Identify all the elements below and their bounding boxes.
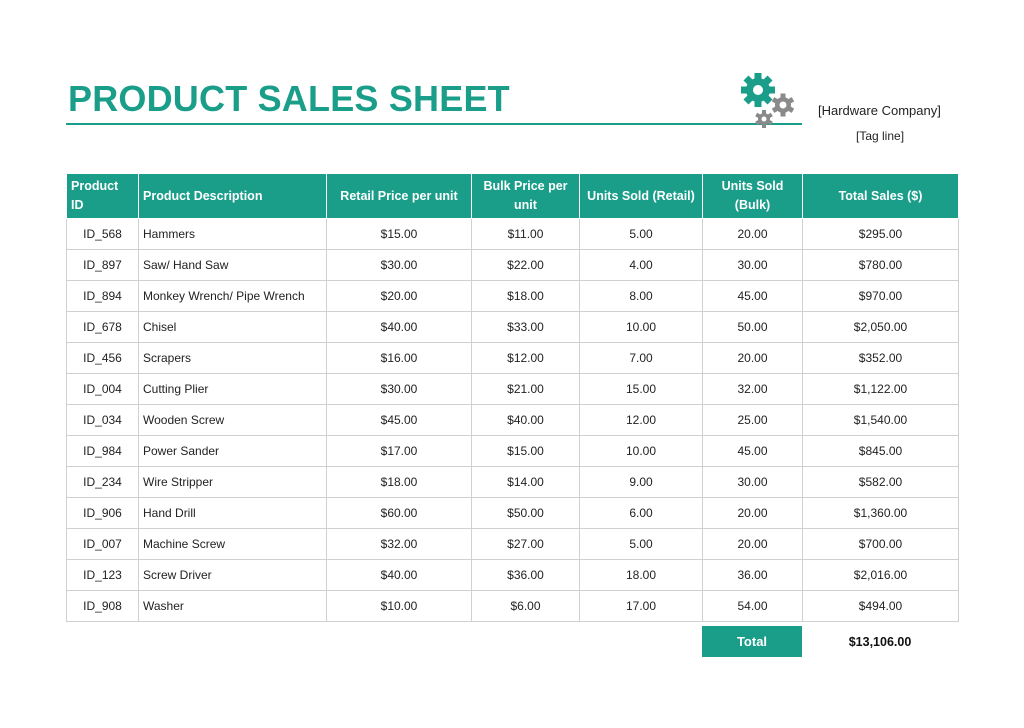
cell-retail-price: $30.00 bbox=[327, 250, 472, 281]
cell-units-bulk: 45.00 bbox=[703, 436, 803, 467]
cell-retail-price: $40.00 bbox=[327, 560, 472, 591]
cell-units-bulk: 32.00 bbox=[703, 374, 803, 405]
cell-product-description: Monkey Wrench/ Pipe Wrench bbox=[139, 281, 327, 312]
cell-units-bulk: 45.00 bbox=[703, 281, 803, 312]
cell-bulk-price: $50.00 bbox=[472, 498, 580, 529]
column-header-bulk-price: Bulk Price per unit bbox=[472, 174, 580, 219]
column-header-retail-price: Retail Price per unit bbox=[327, 174, 472, 219]
cell-product-description: Hammers bbox=[139, 219, 327, 250]
cell-product-description: Chisel bbox=[139, 312, 327, 343]
cell-product-description: Scrapers bbox=[139, 343, 327, 374]
cell-total-sales: $700.00 bbox=[803, 529, 959, 560]
cell-units-bulk: 20.00 bbox=[703, 529, 803, 560]
cell-product-id: ID_984 bbox=[67, 436, 139, 467]
cell-bulk-price: $12.00 bbox=[472, 343, 580, 374]
cell-retail-price: $17.00 bbox=[327, 436, 472, 467]
cell-units-retail: 4.00 bbox=[580, 250, 703, 281]
gears-icon bbox=[740, 72, 800, 130]
table-row bbox=[67, 343, 959, 374]
cell-bulk-price: $18.00 bbox=[472, 281, 580, 312]
cell-units-bulk: 30.00 bbox=[703, 250, 803, 281]
cell-bulk-price: $22.00 bbox=[472, 250, 580, 281]
cell-product-id: ID_234 bbox=[67, 467, 139, 498]
cell-units-retail: 8.00 bbox=[580, 281, 703, 312]
cell-product-id: ID_568 bbox=[67, 219, 139, 250]
page-title: PRODUCT SALES SHEET bbox=[68, 78, 510, 119]
cell-product-description: Washer bbox=[139, 591, 327, 622]
cell-bulk-price: $21.00 bbox=[472, 374, 580, 405]
cell-product-description: Power Sander bbox=[139, 436, 327, 467]
total-label: Total bbox=[702, 626, 802, 657]
cell-units-retail: 5.00 bbox=[580, 529, 703, 560]
cell-total-sales: $845.00 bbox=[803, 436, 959, 467]
cell-units-bulk: 36.00 bbox=[703, 560, 803, 591]
cell-product-description: Cutting Plier bbox=[139, 374, 327, 405]
cell-product-description: Machine Screw bbox=[139, 529, 327, 560]
small-gear-icon bbox=[755, 110, 773, 128]
large-gear-icon bbox=[741, 73, 775, 107]
table-row bbox=[67, 529, 959, 560]
cell-product-id: ID_678 bbox=[67, 312, 139, 343]
cell-product-id: ID_004 bbox=[67, 374, 139, 405]
cell-retail-price: $15.00 bbox=[327, 219, 472, 250]
cell-product-id: ID_897 bbox=[67, 250, 139, 281]
cell-total-sales: $2,050.00 bbox=[803, 312, 959, 343]
table-row bbox=[67, 405, 959, 436]
column-header-product-id: Product ID bbox=[67, 174, 139, 219]
cell-retail-price: $60.00 bbox=[327, 498, 472, 529]
cell-product-id: ID_123 bbox=[67, 560, 139, 591]
cell-units-retail: 6.00 bbox=[580, 498, 703, 529]
cell-product-id: ID_456 bbox=[67, 343, 139, 374]
cell-total-sales: $582.00 bbox=[803, 467, 959, 498]
cell-product-description: Wooden Screw bbox=[139, 405, 327, 436]
sales-table bbox=[66, 173, 959, 622]
cell-units-bulk: 30.00 bbox=[703, 467, 803, 498]
company-name: [Hardware Company] bbox=[818, 103, 941, 118]
cell-bulk-price: $40.00 bbox=[472, 405, 580, 436]
cell-units-bulk: 50.00 bbox=[703, 312, 803, 343]
cell-product-id: ID_007 bbox=[67, 529, 139, 560]
cell-retail-price: $40.00 bbox=[327, 312, 472, 343]
cell-total-sales: $352.00 bbox=[803, 343, 959, 374]
cell-units-retail: 17.00 bbox=[580, 591, 703, 622]
cell-total-sales: $1,122.00 bbox=[803, 374, 959, 405]
cell-product-id: ID_908 bbox=[67, 591, 139, 622]
table-row bbox=[67, 281, 959, 312]
sales-table-body bbox=[67, 219, 959, 622]
column-header-total-sales: Total Sales ($) bbox=[803, 174, 959, 219]
cell-total-sales: $295.00 bbox=[803, 219, 959, 250]
cell-bulk-price: $33.00 bbox=[472, 312, 580, 343]
column-header-product-description: Product Description bbox=[139, 174, 327, 219]
cell-product-id: ID_906 bbox=[67, 498, 139, 529]
table-row bbox=[67, 467, 959, 498]
table-row bbox=[67, 250, 959, 281]
cell-bulk-price: $27.00 bbox=[472, 529, 580, 560]
column-header-units-bulk: Units Sold (Bulk) bbox=[703, 174, 803, 219]
title-underline bbox=[66, 123, 802, 125]
cell-retail-price: $16.00 bbox=[327, 343, 472, 374]
cell-product-id: ID_034 bbox=[67, 405, 139, 436]
cell-units-retail: 5.00 bbox=[580, 219, 703, 250]
cell-units-retail: 12.00 bbox=[580, 405, 703, 436]
cell-units-retail: 10.00 bbox=[580, 436, 703, 467]
cell-retail-price: $20.00 bbox=[327, 281, 472, 312]
cell-total-sales: $494.00 bbox=[803, 591, 959, 622]
total-value: $13,106.00 bbox=[848, 634, 912, 649]
cell-units-bulk: 20.00 bbox=[703, 219, 803, 250]
cell-retail-price: $45.00 bbox=[327, 405, 472, 436]
cell-bulk-price: $15.00 bbox=[472, 436, 580, 467]
cell-total-sales: $1,360.00 bbox=[803, 498, 959, 529]
cell-retail-price: $10.00 bbox=[327, 591, 472, 622]
cell-retail-price: $30.00 bbox=[327, 374, 472, 405]
cell-product-description: Screw Driver bbox=[139, 560, 327, 591]
cell-bulk-price: $14.00 bbox=[472, 467, 580, 498]
cell-product-description: Wire Stripper bbox=[139, 467, 327, 498]
cell-product-description: Hand Drill bbox=[139, 498, 327, 529]
cell-units-bulk: 20.00 bbox=[703, 343, 803, 374]
cell-units-bulk: 20.00 bbox=[703, 498, 803, 529]
table-row bbox=[67, 374, 959, 405]
cell-total-sales: $1,540.00 bbox=[803, 405, 959, 436]
table-row bbox=[67, 219, 959, 250]
table-row bbox=[67, 312, 959, 343]
cell-bulk-price: $36.00 bbox=[472, 560, 580, 591]
cell-units-retail: 10.00 bbox=[580, 312, 703, 343]
cell-retail-price: $32.00 bbox=[327, 529, 472, 560]
table-row bbox=[67, 560, 959, 591]
column-header-units-retail: Units Sold (Retail) bbox=[580, 174, 703, 219]
cell-units-retail: 7.00 bbox=[580, 343, 703, 374]
cell-units-bulk: 25.00 bbox=[703, 405, 803, 436]
cell-product-description: Saw/ Hand Saw bbox=[139, 250, 327, 281]
cell-bulk-price: $6.00 bbox=[472, 591, 580, 622]
table-row bbox=[67, 436, 959, 467]
cell-bulk-price: $11.00 bbox=[472, 219, 580, 250]
cell-retail-price: $18.00 bbox=[327, 467, 472, 498]
cell-units-retail: 9.00 bbox=[580, 467, 703, 498]
cell-units-retail: 15.00 bbox=[580, 374, 703, 405]
table-row bbox=[67, 591, 959, 622]
medium-gear-icon bbox=[772, 94, 794, 117]
cell-units-retail: 18.00 bbox=[580, 560, 703, 591]
table-header-row bbox=[67, 174, 959, 219]
cell-total-sales: $970.00 bbox=[803, 281, 959, 312]
cell-total-sales: $2,016.00 bbox=[803, 560, 959, 591]
cell-total-sales: $780.00 bbox=[803, 250, 959, 281]
cell-units-bulk: 54.00 bbox=[703, 591, 803, 622]
tagline: [Tag line] bbox=[856, 129, 905, 143]
cell-product-id: ID_894 bbox=[67, 281, 139, 312]
table-row bbox=[67, 498, 959, 529]
